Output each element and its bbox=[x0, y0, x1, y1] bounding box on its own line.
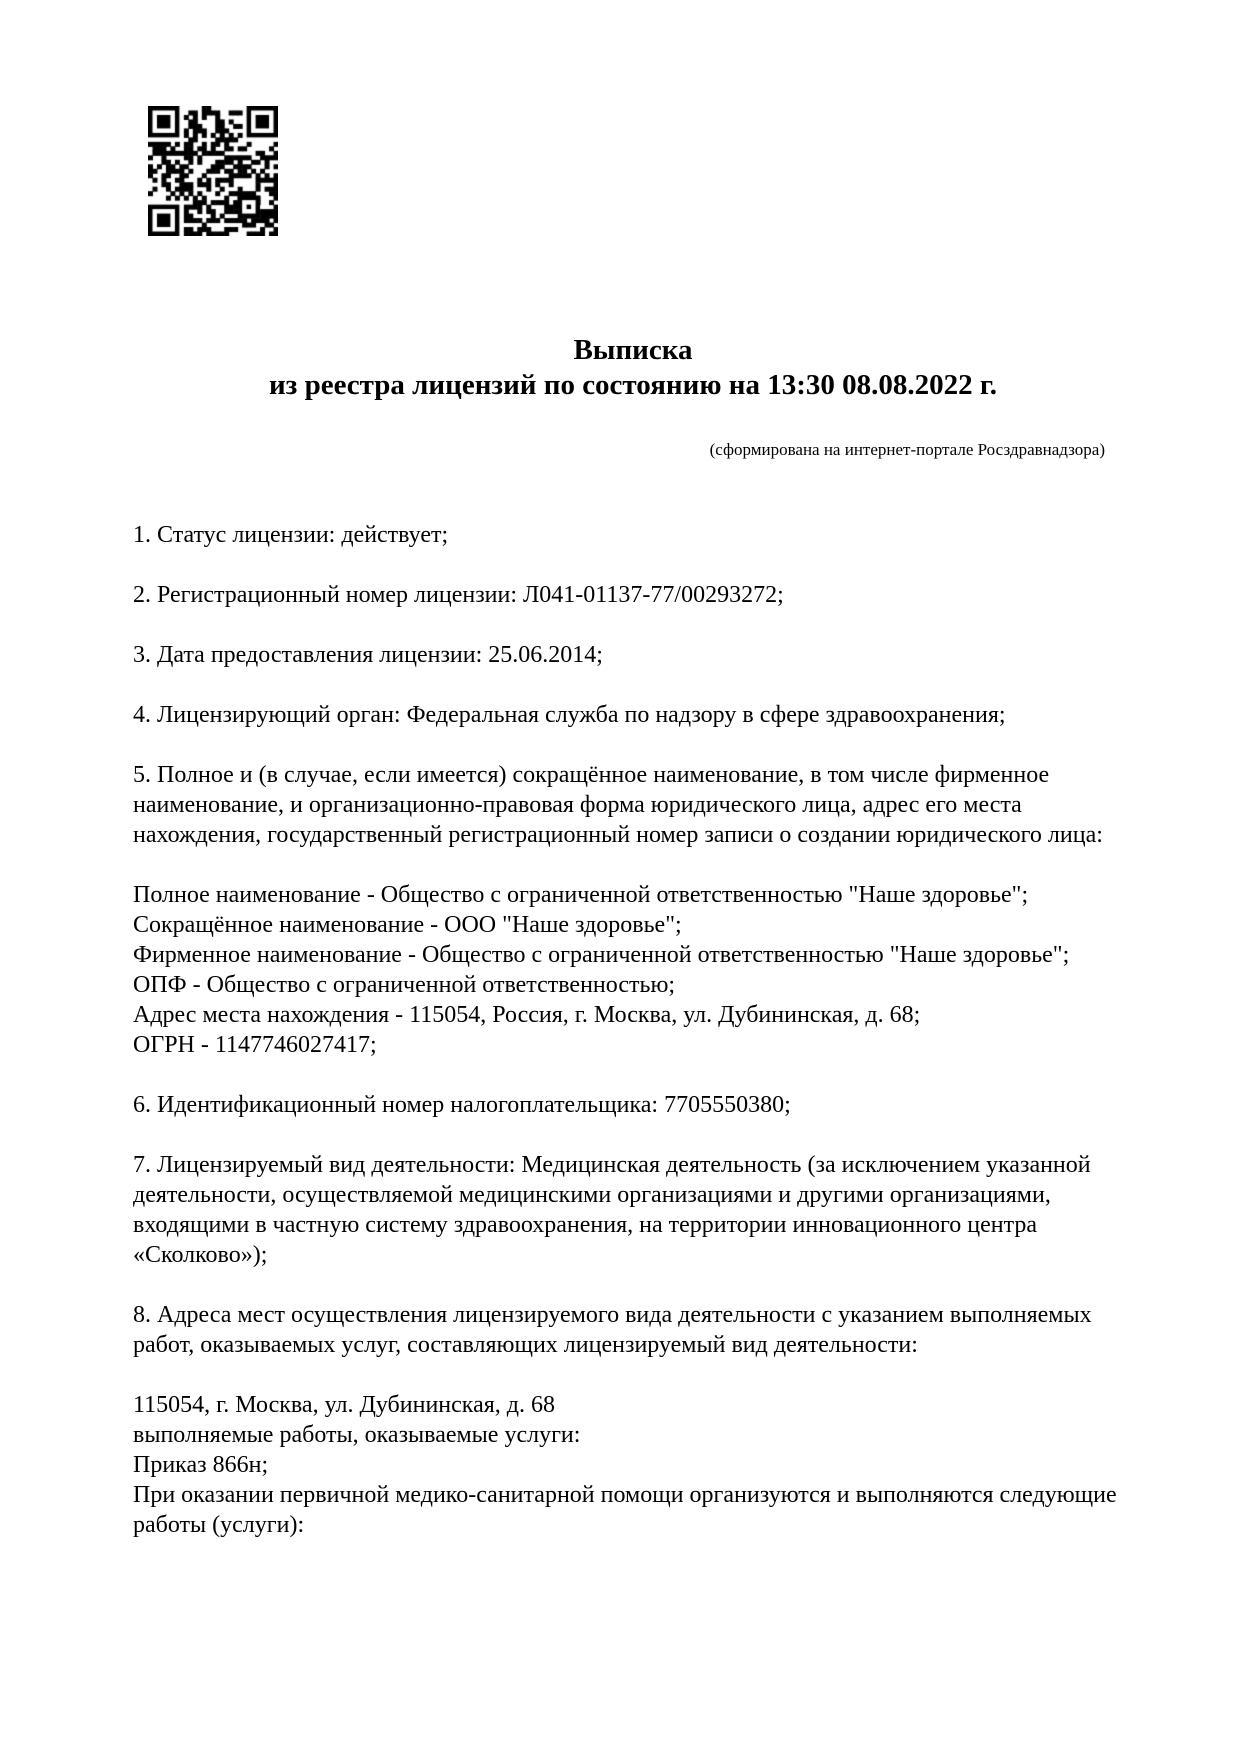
item-grant-date: 3. Дата предоставления лицензии: 25.06.2014; bbox=[133, 642, 603, 668]
works-services-label: выполняемые работы, оказываемые услуги: bbox=[133, 1422, 581, 1448]
address-block bbox=[133, 1390, 1133, 1540]
work-address: 115054, г. Москва, ул. Дубининская, д. 68 bbox=[133, 1392, 555, 1418]
item-addresses-heading: 8. Адреса мест осуществления лицензируемого вида деятельности с указанием выполняемых работ, оказываемых услуг, составляющих лицензируемый вид деятельности: bbox=[133, 1302, 1092, 1358]
document-subtitle: (сформирована на интернет-портале Росздравнадзора) bbox=[709, 440, 1105, 459]
document-content bbox=[133, 0, 1133, 1540]
document-title bbox=[133, 333, 1133, 403]
org-brand-name: Фирменное наименование - Общество с ограниченной ответственностью "Наше здоровье"; bbox=[133, 942, 1070, 968]
org-address: Адрес места нахождения - 115054, Россия, г. Москва, ул. Дубининская, д. 68; bbox=[133, 1002, 921, 1028]
item-organization-info-heading: 5. Полное и (в случае, если имеется) сокращённое наименование, в том числе фирменное наименование, и организационно-правовая форма юридического лица, адрес его места нахождения, государственный регистрационный номер записи о создании юридического лица: bbox=[133, 762, 1103, 848]
org-full-name: Полное наименование - Общество с ограниченной ответственностью "Наше здоровье"; bbox=[133, 882, 1029, 908]
item-licensing-authority: 4. Лицензирующий орган: Федеральная служба по надзору в сфере здравоохранения; bbox=[133, 702, 1006, 728]
title-line-2: из реестра лицензий по состоянию на 13:30 08.08.2022 г. bbox=[268, 369, 998, 401]
title-line-1: Выписка bbox=[573, 334, 693, 366]
item-taxpayer-number: 6. Идентификационный номер налогоплательщика: 7705550380; bbox=[133, 1092, 791, 1118]
order-reference: Приказ 866н; bbox=[133, 1452, 269, 1478]
organization-details bbox=[133, 880, 1133, 1060]
org-short-name: Сокращённое наименование - ООО "Наше здоровье"; bbox=[133, 912, 682, 938]
primary-care-note: При оказании первичной медико-санитарной помощи организуются и выполняются следующие работы (услуги): bbox=[133, 1482, 1117, 1538]
item-license-status: 1. Статус лицензии: действует; bbox=[133, 522, 449, 548]
document-body bbox=[133, 520, 1133, 1540]
item-activity-type: 7. Лицензируемый вид деятельности: Медицинская деятельность (за исключением указанной деятельности, осуществляемой медицинскими организациями и другими организациями, входящими в частную систему здравоохранения, на территории инновационного центра «Сколково»); bbox=[133, 1152, 1091, 1268]
org-legal-form: ОПФ - Общество с ограниченной ответственностью; bbox=[133, 972, 676, 998]
org-ogrn: ОГРН - 1147746027417; bbox=[133, 1032, 377, 1058]
item-registration-number: 2. Регистрационный номер лицензии: Л041-01137-77/00293272; bbox=[133, 582, 784, 608]
